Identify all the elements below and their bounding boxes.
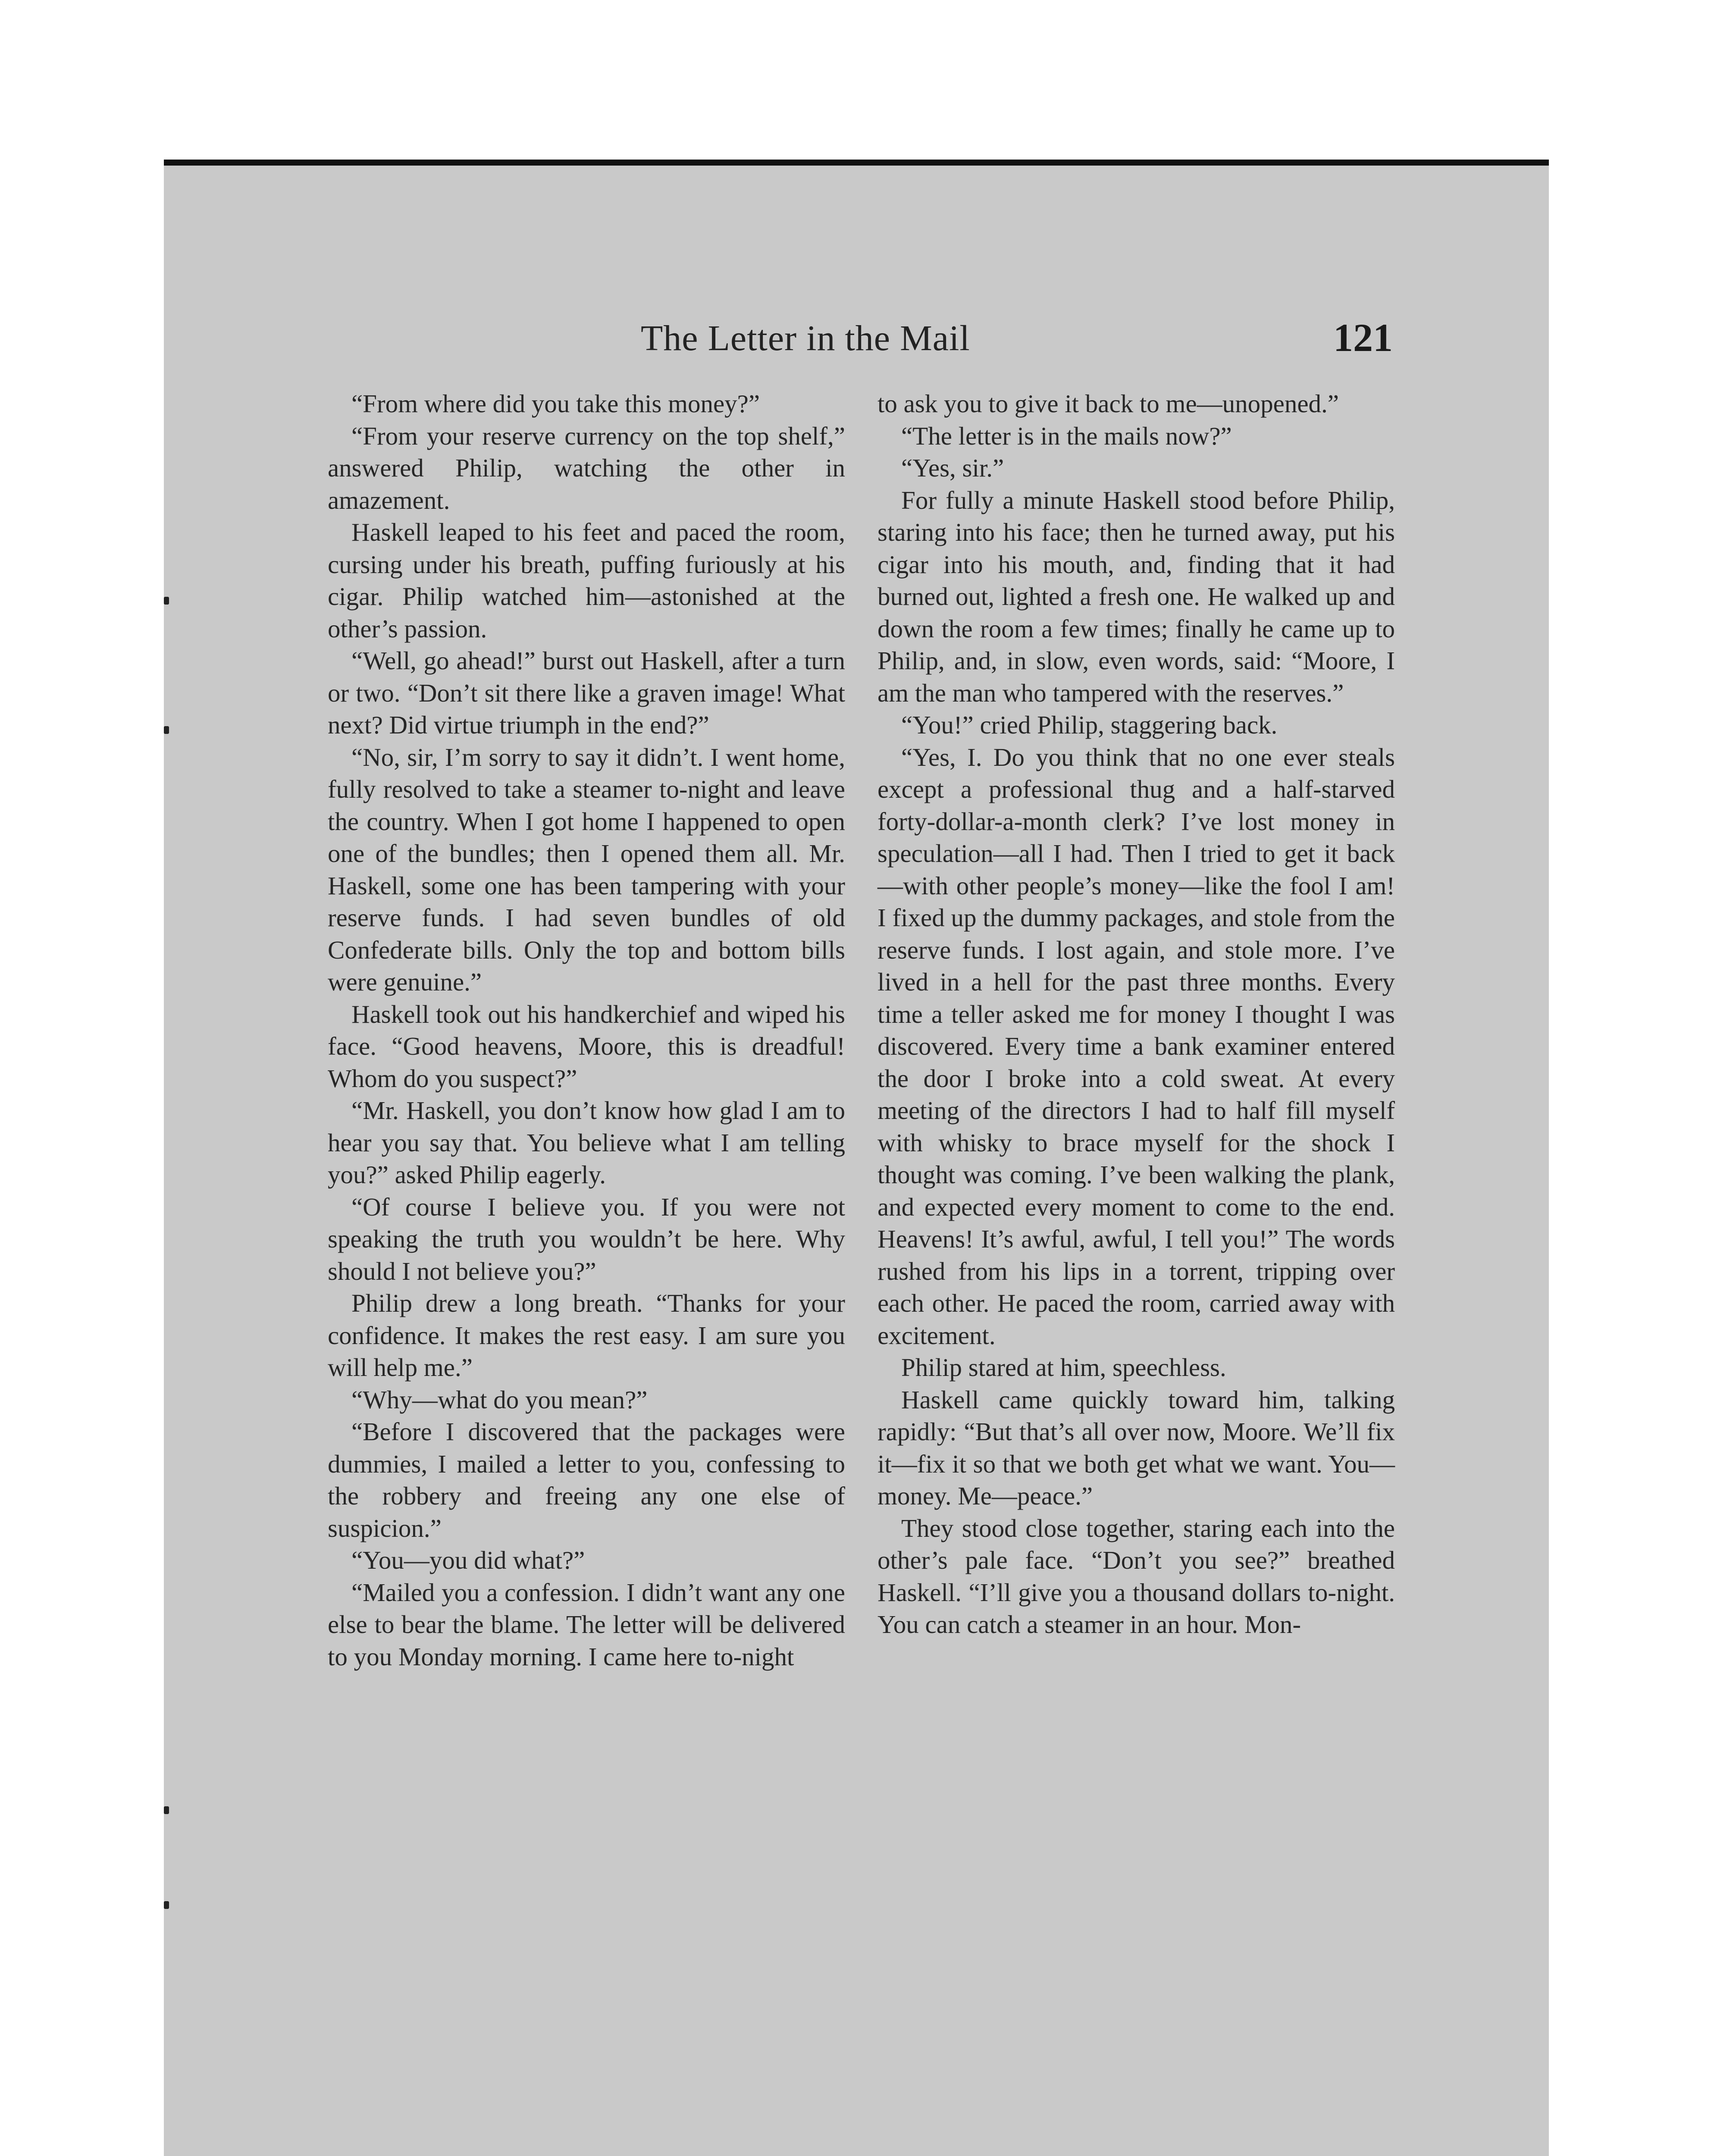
paragraph: “The letter is in the mails now?” <box>901 421 1232 450</box>
paragraph: “From your reserve currency on the top shelf,” answered Philip, watching the other in amazement. <box>328 421 845 514</box>
paragraph: “Before I discovered that the packages were dummies, I mailed a letter to you, confessing to the robbery and freeing any one else of suspicion.” <box>328 1417 845 1542</box>
paragraph: Philip stared at him, speechless. <box>901 1353 1226 1382</box>
paragraph: “Mr. Haskell, you don’t know how glad I am to hear you say that. You believe what I am telling you?” asked Philip eagerly. <box>328 1096 845 1189</box>
paragraph: “Of course I believe you. If you were not speaking the truth you wouldn’t be here. Why should I not believe you?” <box>328 1192 845 1285</box>
paragraph: “Yes, sir.” <box>901 454 1004 482</box>
paragraph: For fully a minute Haskell stood before Philip, staring into his face; then he turned away, put his cigar into his mouth, and, finding that it had burned out, lighted a fresh one. He walked up and down the room a few times; finally he came up to Philip, and, in slow, even words, said: “Moore, I am the man who tampered with the reserves.” <box>877 486 1395 707</box>
paragraph: “You—you did what?” <box>351 1546 585 1574</box>
page-edge-mark <box>164 597 169 605</box>
page-edge-mark <box>164 726 169 734</box>
paragraph: “Mailed you a confession. I didn’t want any one else to bear the blame. The letter will be delivered to you Monday morning. I came here to-night <box>328 1578 845 1671</box>
paragraph: “Why—what do you mean?” <box>351 1385 648 1414</box>
paragraph-continuation: to ask you to give it back to me—unopened.” <box>877 389 1339 418</box>
paragraph: “Well, go ahead!” burst out Haskell, after a turn or two. “Don’t sit there like a graven image! What next? Did virtue triumph in the end?” <box>328 646 845 739</box>
page-edge-mark <box>164 1901 169 1909</box>
paragraph: Haskell leaped to his feet and paced the room, cursing under his breath, puffing furiously at his cigar. Philip watched him—astonished at the other’s passion. <box>328 518 845 643</box>
running-title: The Letter in the Mail <box>641 318 970 358</box>
page-edge-mark <box>164 1806 169 1814</box>
paragraph: They stood close together, staring each into the other’s pale face. “Don’t you see?” breathed Haskell. “I’ll give you a thousand dollars to-night. You can catch a steamer in an hour. Mon- <box>877 1514 1395 1639</box>
paragraph: “From where did you take this money?” <box>351 389 760 418</box>
scanned-book-page <box>164 160 1549 2156</box>
page-number: 121 <box>1333 316 1393 360</box>
paragraph: Haskell came quickly toward him, talking rapidly: “But that’s all over now, Moore. We’ll fix it—fix it so that we both get what we want. You—money. Me—peace.” <box>877 1385 1395 1510</box>
right-text-column <box>877 388 1395 1641</box>
paragraph: “You!” cried Philip, staggering back. <box>901 711 1278 739</box>
left-text-column <box>328 388 845 1673</box>
paragraph: Philip drew a long breath. “Thanks for your confidence. It makes the rest easy. I am sure you will help me.” <box>328 1289 845 1382</box>
running-head <box>326 304 1393 369</box>
paragraph: “No, sir, I’m sorry to say it didn’t. I went home, fully resolved to take a steamer to-night and leave the country. When I got home I happened to open one of the bundles; then I opened them all. Mr. Haskell, some one has been tampering with your reserve funds. I had seven bundles of old Confederate bills. Only the top and bottom bills were genuine.” <box>328 743 845 996</box>
paragraph: “Yes, I. Do you think that no one ever steals except a professional thug and a half-starved forty-dollar-a-month clerk? I’ve lost money in speculation—all I had. Then I tried to get it back—with other people’s money—like the fool I am! I fixed up the dummy packages, and stole from the reserve funds. I lost again, and stole more. I’ve lived in a hell for the past three months. Every time a teller asked me for money I thought I was discovered. Every time a bank examiner entered the door I broke into a cold sweat. At every meeting of the directors I had to half fill myself with whisky to brace myself for the shock I thought was coming. I’ve been walking the plank, and expected every moment to come to the end. Heavens! It’s awful, awful, I tell you!” The words rushed from his lips in a torrent, tripping over each other. He paced the room, carried away with excitement. <box>877 743 1395 1350</box>
paragraph: Haskell took out his handkerchief and wiped his face. “Good heavens, Moore, this is dreadful! Whom do you suspect?” <box>328 1000 845 1093</box>
